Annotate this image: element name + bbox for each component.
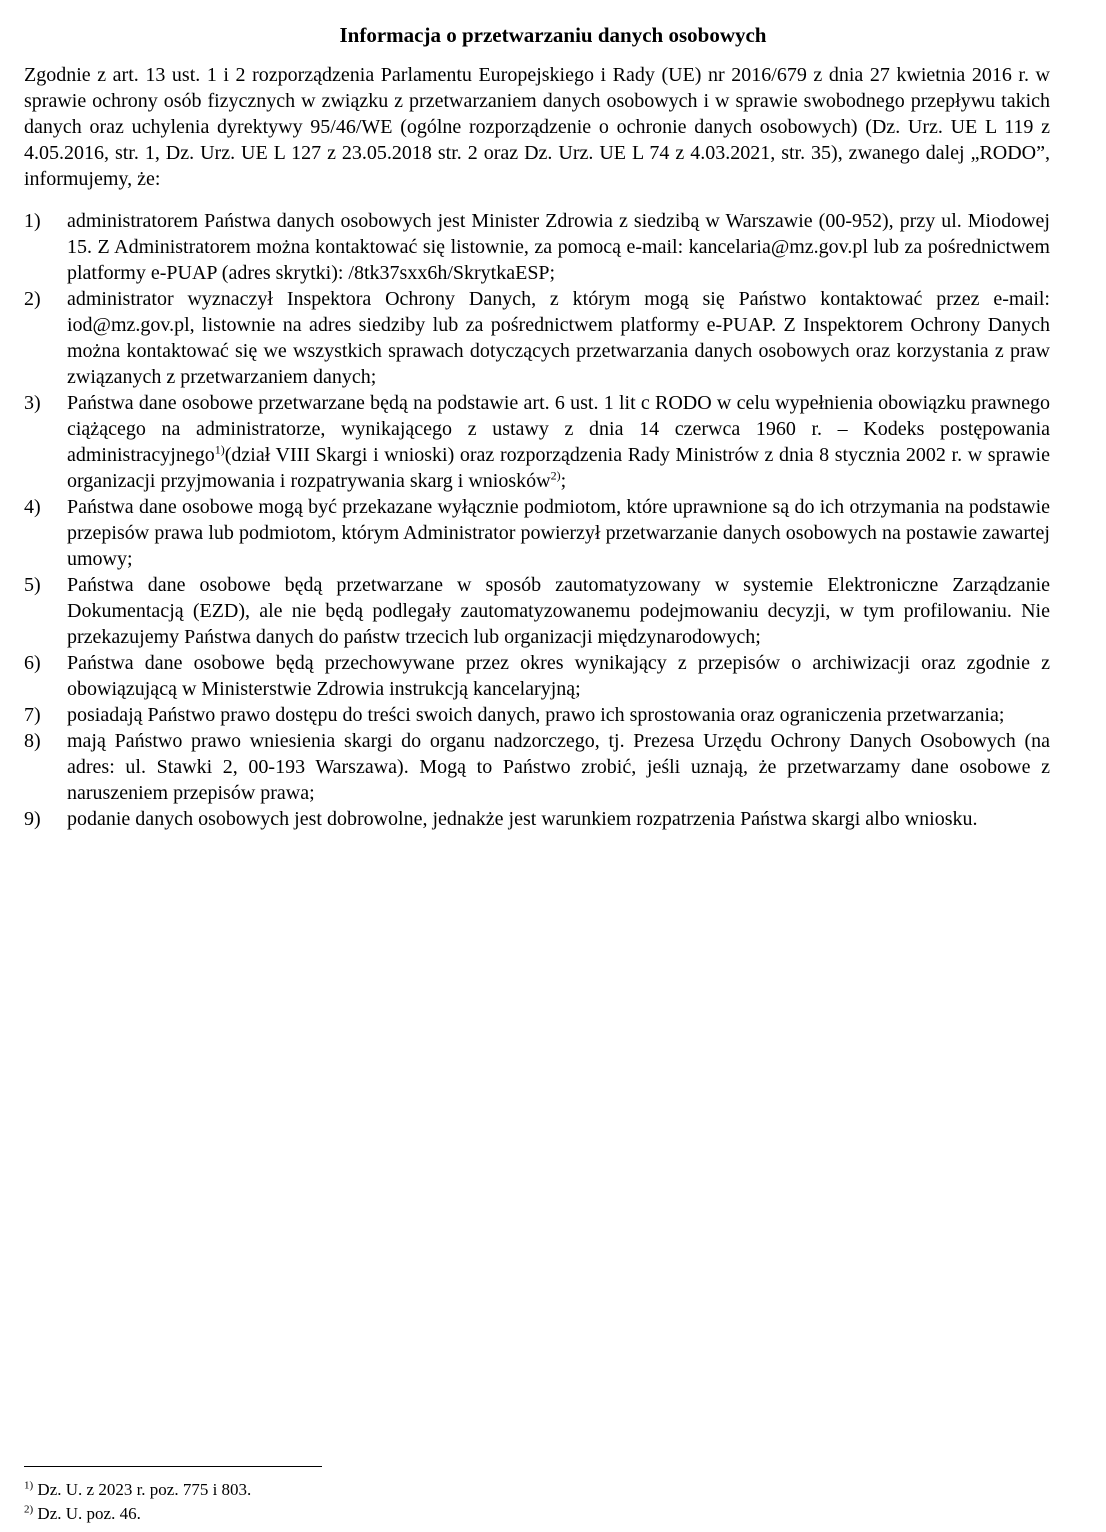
list-item — [24, 650, 1050, 702]
list-item-text: Państwa dane osobowe będą przechowywane przez okres wynikający z przepisów o archiwizacji oraz zgodnie z obowiązującą w Ministerstwie Zdrowia instrukcją kancelaryjną; — [67, 652, 1050, 700]
list-item — [24, 286, 1050, 390]
list-item-number: 7) — [24, 704, 41, 726]
footnote-text: Dz. U. poz. 46. — [33, 1504, 141, 1523]
list-item-text: podanie danych osobowych jest dobrowolne, jednakże jest warunkiem rozpatrzenia Państwa skargi albo wniosku. — [67, 808, 978, 830]
list-item-text: administratorem Państwa danych osobowych jest Minister Zdrowia z siedzibą w Warszawie (00-952), przy ul. Miodowej 15. Z Administratorem można kontaktować się listownie, za pomocą e-mail: kancelaria@mz.gov.pl lub za pośrednictwem platformy e-PUAP (adres skrytki): /8tk37sxx6h/SkrytkaESP; — [67, 210, 1050, 284]
list-item-number: 6) — [24, 652, 41, 674]
footnote-mark: 1) — [24, 1479, 34, 1492]
list-item-text: administrator wyznaczył Inspektora Ochrony Danych, z którym mogą się Państwo kontaktować przez e-mail: iod@mz.gov.pl, listownie na adres siedziby lub za pośrednictwem platformy e-PUAP. Z Inspektorem Ochrony Danych można kontaktować się we wszystkich sprawach dotyczących przetwarzania danych osobowych oraz korzystania z praw związanych z przetwarzaniem danych; — [67, 288, 1050, 388]
list-item-number: 3) — [24, 392, 41, 414]
list-item-text: Państwa dane osobowe będą przetwarzane w sposób zautomatyzowany w systemie Elektroniczne Zarządzanie Dokumentacją (EZD), ale nie będą podlegały zautomatyzowanemu podejmowaniu decyzji, w tym profilowaniu. Nie przekazujemy Państwa danych do państw trzecich lub organizacji międzynarodowych; — [67, 574, 1050, 648]
footnote — [24, 1502, 824, 1526]
list-item-text: mają Państwo prawo wniesienia skargi do organu nadzorczego, tj. Prezesa Urzędu Ochrony Danych Osobowych (na adres: ul. Stawki 2, 00-193 Warszawa). Mogą to Państwo zrobić, jeśli uznają, że przetwarzamy dane osobowe z naruszeniem przepisów prawa; — [67, 730, 1050, 804]
list-item — [24, 702, 1050, 728]
footnote-reference: 2) — [550, 468, 561, 483]
list-item-number: 4) — [24, 496, 41, 518]
footnote-mark: 2) — [24, 1503, 34, 1516]
list-item-number: 8) — [24, 730, 41, 752]
footnote — [24, 1478, 824, 1502]
list-item-text: Państwa dane osobowe mogą być przekazane wyłącznie podmiotom, które uprawnione są do ich otrzymania na podstawie przepisów prawa lub podmiotom, którym Administrator powierzył przetwarzanie danych osobowych na postawie zawartej umowy; — [67, 496, 1050, 570]
list-item — [24, 494, 1050, 572]
list-item-number: 2) — [24, 288, 41, 310]
list-item-text — [67, 390, 1050, 494]
information-list — [24, 208, 1050, 832]
footnotes — [24, 1478, 824, 1526]
list-item — [24, 390, 1050, 494]
list-item-number: 5) — [24, 574, 41, 596]
intro-paragraph: Zgodnie z art. 13 ust. 1 i 2 rozporządzenia Parlamentu Europejskiego i Rady (UE) nr 2016/679 z dnia 27 kwietnia 2016 r. w sprawie ochrony osób fizycznych w związku z przetwarzaniem danych osobowych i w sprawie swobodnego przepływu takich danych oraz uchylenia dyrektywy 95/46/WE (ogólne rozporządzenie o ochronie danych osobowych) (Dz. Urz. UE L 119 z 4.05.2016, str. 1, Dz. Urz. UE L 127 z 23.05.2018 str. 2 oraz Dz. Urz. UE L 74 z 4.03.2021, str. 35), zwanego dalej „RODO”, informujemy, że: — [24, 64, 1050, 190]
list-item-text: posiadają Państwo prawo dostępu do treści swoich danych, prawo ich sprostowania oraz ograniczenia przetwarzania; — [67, 704, 1005, 726]
footnote-text: Dz. U. z 2023 r. poz. 775 i 803. — [33, 1480, 252, 1499]
list-item-text-part: (dział VIII Skargi i wnioski) oraz rozporządzenia Rady Ministrów z dnia 8 stycznia 2002 r. w sprawie organizacji przyjmowania i rozpatrywania skarg i wniosków — [67, 444, 1050, 492]
list-item-text-part: Państwa dane osobowe przetwarzane będą na podstawie art. 6 ust. 1 lit c RODO w celu wypełnienia obowiązku prawnego ciążącego na administratorze, wynikającego z ustawy z dnia 14 czerwca 1960 r. – Kodeks postępowania administracyjnego — [67, 392, 1050, 466]
footnote-reference: 1) — [214, 442, 225, 457]
list-item — [24, 728, 1050, 806]
list-item-number: 9) — [24, 808, 41, 830]
document-title: Informacja o przetwarzaniu danych osobowych — [339, 23, 767, 47]
list-item — [24, 208, 1050, 286]
list-item — [24, 572, 1050, 650]
list-item-number: 1) — [24, 210, 41, 232]
footnote-separator — [24, 1466, 322, 1467]
list-item — [24, 806, 1050, 832]
list-item-text-part: ; — [560, 470, 567, 492]
